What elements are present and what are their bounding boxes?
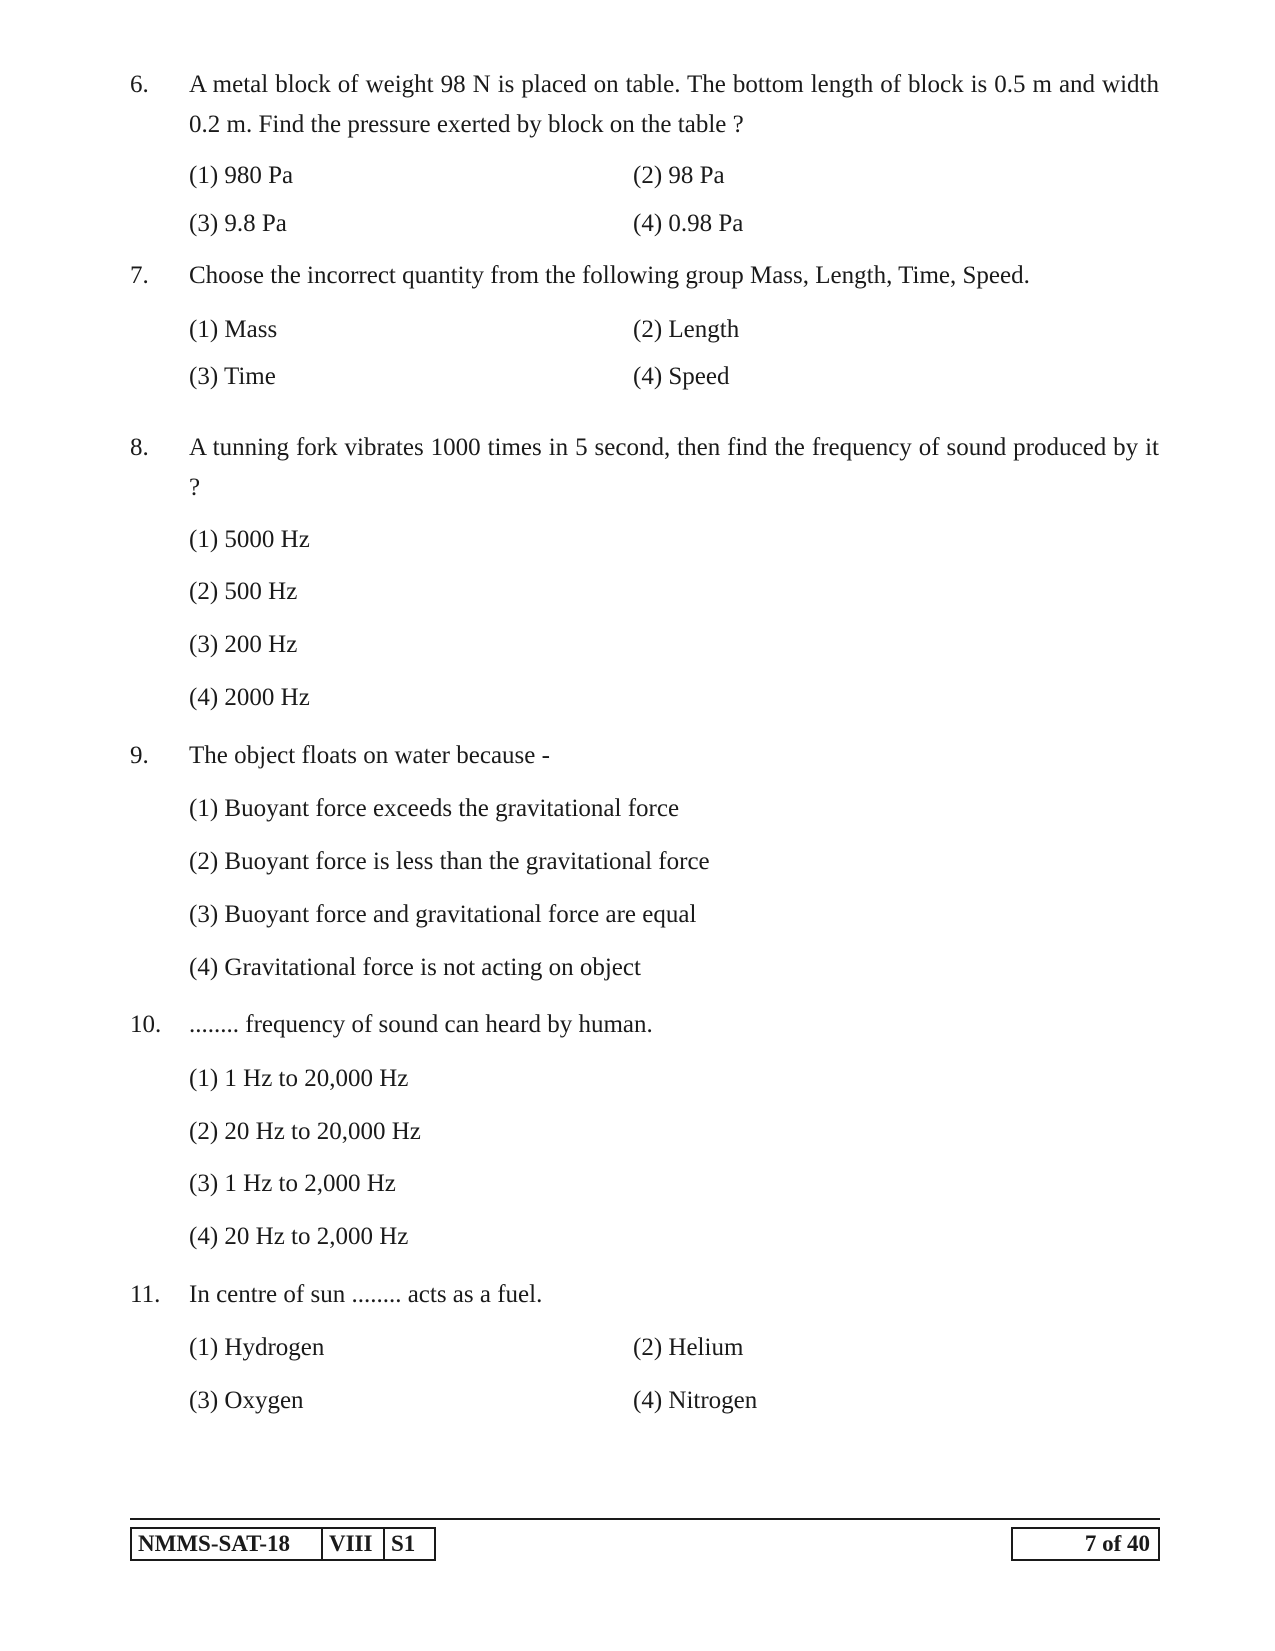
question-7-option-1: (1) Mass	[189, 316, 278, 343]
question-7-text: Choose the incorrect quantity from the following group Mass, Length, Time, Speed.	[189, 262, 1030, 289]
question-6-number: 6.	[130, 71, 149, 98]
footer-divider	[130, 1518, 1160, 1520]
question-6-option-4: (4) 0.98 Pa	[633, 210, 744, 237]
question-8-option-4: (4) 2000 Hz	[189, 684, 310, 711]
footer-series: S1	[383, 1529, 434, 1559]
question-8-text: A tunning fork vibrates 1000 times in 5 second, then find the frequency of sound produced by it ?	[189, 434, 1159, 501]
footer-page-box	[1011, 1527, 1160, 1561]
question-6-text: A metal block of weight 98 N is placed on table. The bottom length of block is 0.5 m and width 0.2 m. Find the pressure exerted by block on the table ?	[189, 71, 1159, 138]
question-10-option-3: (3) 1 Hz to 2,000 Hz	[189, 1170, 396, 1197]
question-11-option-1: (1) Hydrogen	[189, 1334, 325, 1361]
question-9-number: 9.	[130, 742, 149, 769]
question-7-number: 7.	[130, 262, 149, 289]
question-11-text: In centre of sun ........ acts as a fuel.	[189, 1281, 543, 1308]
question-10-option-4: (4) 20 Hz to 2,000 Hz	[189, 1223, 409, 1250]
footer-exam-code-box	[130, 1527, 436, 1561]
question-10-option-1: (1) 1 Hz to 20,000 Hz	[189, 1065, 409, 1092]
question-8-option-3: (3) 200 Hz	[189, 631, 298, 658]
question-6-option-1: (1) 980 Pa	[189, 162, 294, 189]
question-11-option-3: (3) Oxygen	[189, 1387, 304, 1414]
question-6-option-2: (2) 98 Pa	[633, 162, 725, 189]
question-8-number: 8.	[130, 434, 149, 461]
question-10-text: ........ frequency of sound can heard by human.	[189, 1011, 653, 1038]
question-7-option-3: (3) Time	[189, 363, 276, 390]
question-9-option-3: (3) Buoyant force and gravitational force are equal	[189, 901, 697, 928]
question-10-option-2: (2) 20 Hz to 20,000 Hz	[189, 1118, 421, 1145]
question-9-option-1: (1) Buoyant force exceeds the gravitational force	[189, 795, 680, 822]
question-9-text: The object floats on water because -	[189, 742, 550, 769]
question-10-number: 10.	[130, 1011, 162, 1038]
question-11-number: 11.	[130, 1281, 161, 1308]
question-8-option-1: (1) 5000 Hz	[189, 526, 310, 553]
footer-page-indicator: 7 of 40	[1084, 1531, 1150, 1556]
question-7-option-4: (4) Speed	[633, 363, 730, 390]
question-11-option-2: (2) Helium	[633, 1334, 744, 1361]
question-9-option-4: (4) Gravitational force is not acting on object	[189, 954, 641, 981]
question-9-option-2: (2) Buoyant force is less than the gravitational force	[189, 848, 710, 875]
footer-exam-code: NMMS-SAT-18	[138, 1531, 291, 1556]
footer-standard: VIII	[321, 1529, 383, 1559]
question-11-option-4: (4) Nitrogen	[633, 1387, 758, 1414]
question-6-option-3: (3) 9.8 Pa	[189, 210, 287, 237]
question-7-option-2: (2) Length	[633, 316, 740, 343]
question-8-option-2: (2) 500 Hz	[189, 578, 298, 605]
